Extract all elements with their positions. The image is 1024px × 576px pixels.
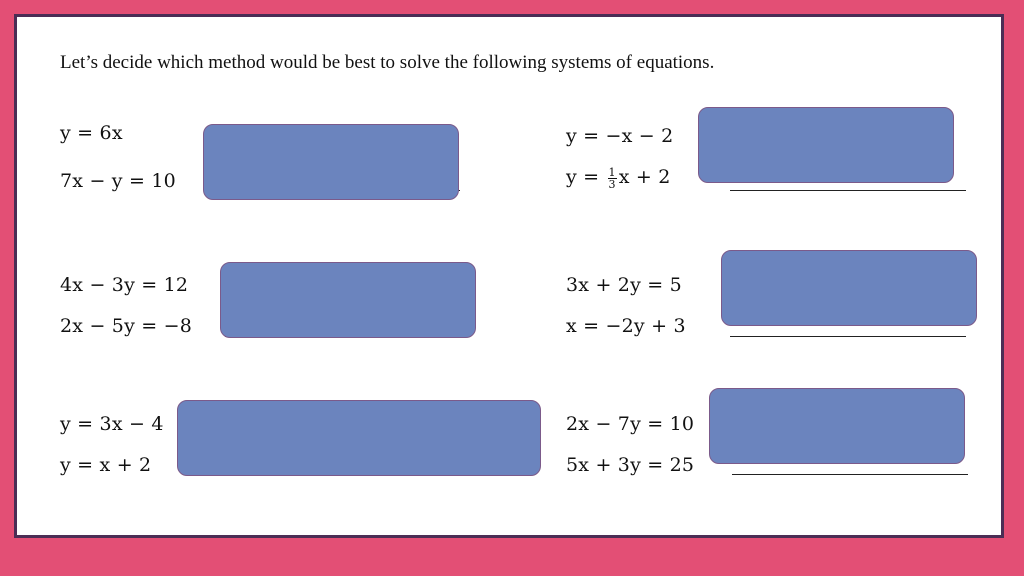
system-1-equation-1: y = 6x xyxy=(60,122,123,144)
system-1-answer-box[interactable] xyxy=(203,124,459,200)
system-4-equation-1: 3x + 2y = 5 xyxy=(566,274,682,296)
system-6-equation-2: 5x + 3y = 25 xyxy=(566,454,695,476)
system-2-equation-2-suffix: x + 2 xyxy=(618,166,671,188)
system-5-equation-1: y = 3x − 4 xyxy=(60,413,164,435)
system-3-answer-box[interactable] xyxy=(220,262,476,338)
system-5-equation-2: y = x + 2 xyxy=(60,454,152,476)
fraction-denominator: 3 xyxy=(608,177,616,191)
system-4-answer-box[interactable] xyxy=(721,250,977,326)
system-2-answer-line xyxy=(730,190,966,191)
system-4-equation-2: x = −2y + 3 xyxy=(566,315,686,337)
system-2-equation-2 xyxy=(566,166,671,190)
system-2-equation-2-prefix: y = xyxy=(566,166,606,188)
fraction xyxy=(608,167,617,190)
fraction-numerator: 1 xyxy=(608,165,616,179)
system-1-equation-2: 7x − y = 10 xyxy=(60,170,176,192)
system-6-equation-1: 2x − 7y = 10 xyxy=(566,413,695,435)
system-2-answer-box[interactable] xyxy=(698,107,954,183)
system-4-answer-line xyxy=(730,336,966,337)
system-2-equation-1: y = −x − 2 xyxy=(566,125,674,147)
system-6-answer-line xyxy=(732,474,968,475)
system-6-answer-box[interactable] xyxy=(709,388,965,464)
system-3-equation-1: 4x − 3y = 12 xyxy=(60,274,189,296)
system-3-equation-2: 2x − 5y = −8 xyxy=(60,315,193,337)
instruction-text: Let’s decide which method would be best to solve the following systems of equations. xyxy=(60,52,715,73)
system-5-answer-box[interactable] xyxy=(177,400,541,476)
